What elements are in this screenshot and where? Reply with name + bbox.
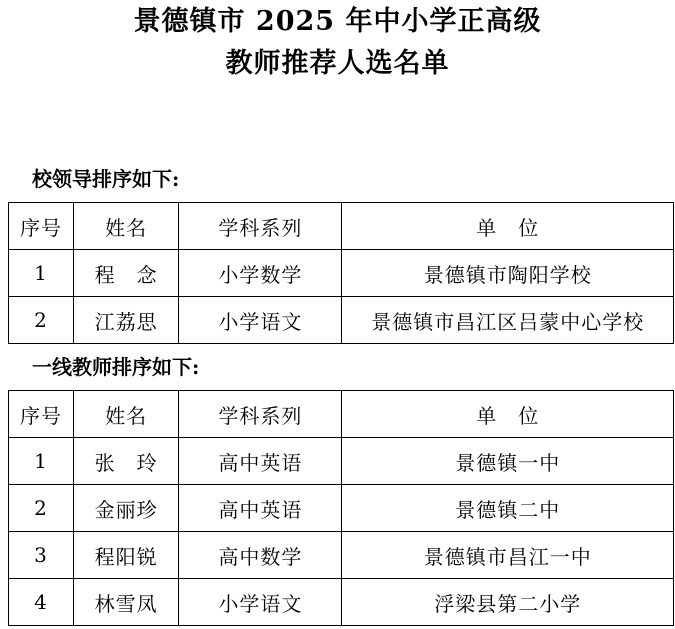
column-header-name: 姓名 xyxy=(74,391,179,438)
table-row xyxy=(9,438,674,485)
table-row xyxy=(9,250,674,297)
cell-subject: 小学数学 xyxy=(179,250,342,297)
cell-name: 江荔思 xyxy=(74,297,179,344)
cell-subject: 高中数学 xyxy=(179,532,342,579)
cell-index: 4 xyxy=(9,579,74,626)
cell-unit: 浮梁县第二小学 xyxy=(342,579,674,626)
table-header-row xyxy=(9,203,674,250)
cell-name: 程阳锐 xyxy=(74,532,179,579)
cell-unit: 景德镇二中 xyxy=(342,485,674,532)
cell-unit: 景德镇一中 xyxy=(342,438,674,485)
cell-name: 程 念 xyxy=(74,250,179,297)
cell-name: 张 玲 xyxy=(74,438,179,485)
column-header-unit: 单 位 xyxy=(342,203,674,250)
column-header-name: 姓名 xyxy=(74,203,179,250)
column-header-subject: 学科系列 xyxy=(179,391,342,438)
cell-unit: 景德镇市陶阳学校 xyxy=(342,250,674,297)
cell-name: 金丽珍 xyxy=(74,485,179,532)
cell-name: 林雪凤 xyxy=(74,579,179,626)
column-header-subject: 学科系列 xyxy=(179,203,342,250)
table-row xyxy=(9,579,674,626)
column-header-unit: 单 位 xyxy=(342,391,674,438)
cell-index: 2 xyxy=(9,297,74,344)
table-row xyxy=(9,297,674,344)
cell-subject: 小学语文 xyxy=(179,297,342,344)
document-title-line-2: 教师推荐人选名单 xyxy=(225,48,450,79)
column-header-index: 序号 xyxy=(9,203,74,250)
cell-index: 3 xyxy=(9,532,74,579)
table-row xyxy=(9,485,674,532)
cell-index: 2 xyxy=(9,485,74,532)
cell-unit: 景德镇市昌江一中 xyxy=(342,532,674,579)
cell-subject: 高中英语 xyxy=(179,438,342,485)
cell-subject: 小学语文 xyxy=(179,579,342,626)
column-header-index: 序号 xyxy=(9,391,74,438)
cell-index: 1 xyxy=(9,438,74,485)
cell-index: 1 xyxy=(9,250,74,297)
table-row xyxy=(9,532,674,579)
table-header-row xyxy=(9,391,674,438)
school-leaders-table xyxy=(8,202,674,344)
document-title-line-1: 景德镇市 2025 年中小学正高级 xyxy=(133,6,542,37)
section-heading-school-leaders: 校领导排序如下: xyxy=(32,167,180,191)
cell-unit: 景德镇市昌江区吕蒙中心学校 xyxy=(342,297,674,344)
frontline-teachers-table xyxy=(8,390,674,626)
cell-subject: 高中英语 xyxy=(179,485,342,532)
section-heading-frontline-teachers: 一线教师排序如下: xyxy=(32,355,200,379)
